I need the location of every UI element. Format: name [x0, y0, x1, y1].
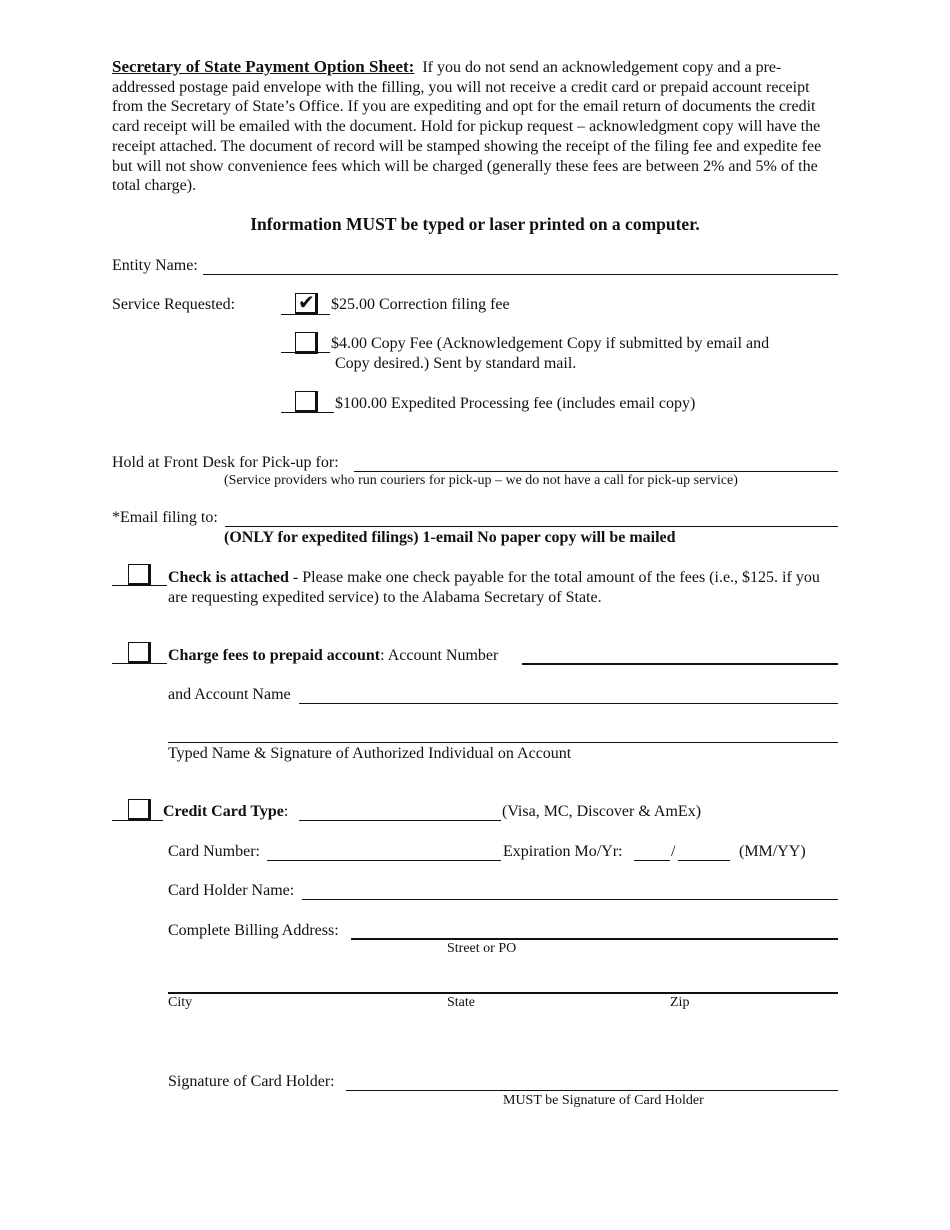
entity-name-field[interactable]: [203, 274, 838, 275]
check-attached-text: [168, 568, 840, 608]
card-holder-label: Card Holder Name:: [168, 882, 295, 899]
prepaid-account-text: [168, 647, 498, 665]
underline: [318, 352, 330, 353]
card-holder-signature-caption: MUST be Signature of Card Holder: [503, 1093, 704, 1108]
underline: [318, 412, 334, 413]
credit-card-type-bold: Credit Card Type: [163, 803, 284, 820]
account-number-field[interactable]: [522, 663, 838, 665]
expiration-year-field[interactable]: [678, 860, 730, 861]
credit-card-type-field[interactable]: [299, 820, 501, 821]
prepaid-account-number-label: : Account Number: [380, 647, 499, 664]
check-attached-checkbox[interactable]: [128, 564, 149, 584]
underline: [151, 663, 167, 664]
underline: [151, 820, 163, 821]
card-number-label: Card Number:: [168, 843, 260, 860]
copy-fee-label-continued: Copy desired.) Sent by standard mail.: [335, 355, 577, 372]
underline: [281, 352, 295, 353]
hold-field[interactable]: [354, 471, 838, 472]
copy-fee-checkbox[interactable]: [295, 332, 316, 352]
expiration-format-hint: (MM/YY): [739, 843, 806, 860]
credit-card-checkbox[interactable]: [128, 799, 149, 819]
underline: [112, 820, 128, 821]
expedited-fee-label: $100.00 Expedited Processing fee (includes email copy): [335, 395, 696, 412]
credit-card-type-label: [163, 803, 288, 821]
card-holder-signature-label: Signature of Card Holder:: [168, 1073, 335, 1090]
expiration-label: Expiration Mo/Yr:: [503, 843, 623, 860]
card-number-field[interactable]: [267, 860, 501, 861]
underline: [281, 412, 295, 413]
zip-caption: Zip: [670, 995, 690, 1010]
hold-label: Hold at Front Desk for Pick-up for:: [112, 454, 339, 471]
billing-address-label: Complete Billing Address:: [168, 922, 339, 939]
underline: [318, 314, 330, 315]
billing-city-state-zip-field[interactable]: [168, 992, 838, 994]
prepaid-account-bold: Charge fees to prepaid account: [168, 647, 381, 664]
credit-card-type-colon: :: [283, 803, 289, 820]
hold-note: (Service providers who run couriers for pick-up – we do not have a call for pick-up service): [224, 473, 738, 488]
checkmark-icon: ✔: [298, 290, 315, 314]
expiration-month-field[interactable]: [634, 860, 670, 861]
authorized-signature-field[interactable]: [168, 742, 838, 743]
credit-card-type-hint: (Visa, MC, Discover & AmEx): [502, 803, 702, 820]
email-field[interactable]: [225, 526, 838, 527]
underline: [151, 585, 167, 586]
service-requested-label: Service Requested:: [112, 296, 236, 313]
billing-street-field[interactable]: [351, 938, 838, 940]
check-attached-body: - Please make one check payable for the total amount of the fees (i.e., $125. if you are requesting expedited service) to the Alabama Secretary of State.: [168, 569, 820, 606]
card-holder-field[interactable]: [302, 899, 838, 900]
email-note: (ONLY for expedited filings) 1-email No paper copy will be mailed: [224, 529, 676, 546]
correction-fee-checkbox[interactable]: [295, 290, 316, 314]
expedited-fee-checkbox[interactable]: [295, 391, 316, 411]
email-label: *Email filing to:: [112, 509, 218, 526]
typed-notice: Information MUST be typed or laser printed on a computer.: [250, 214, 700, 234]
correction-fee-label: $25.00 Correction filing fee: [331, 296, 510, 313]
state-caption: State: [447, 995, 475, 1010]
underline: [112, 663, 128, 664]
expiration-separator: /: [671, 843, 676, 860]
billing-street-caption: Street or PO: [447, 941, 517, 956]
copy-fee-label: $4.00 Copy Fee (Acknowledgement Copy if submitted by email and: [331, 335, 770, 352]
prepaid-account-checkbox[interactable]: [128, 642, 149, 662]
card-holder-signature-field[interactable]: [346, 1090, 838, 1091]
intro-body: If you do not send an acknowledgement copy and a pre-addressed postage paid envelope with the filling, you will not receive a credit card or prepaid account receipt from the Secretary of State’s Office. If you are expediting and opt for the email return of documents the credit card receipt will be emailed with the document. Hold for pickup request – acknowledgment copy will have the receipt attached. The document of record will be stamped showing the receipt of the filing fee and expedite fee but will not show convenience fees which will be charged (generally these fees are between 2% and 5% of the total charge).: [112, 59, 822, 195]
account-name-label: and Account Name: [168, 686, 291, 703]
account-name-field[interactable]: [299, 703, 838, 704]
authorized-signature-caption: Typed Name & Signature of Authorized Individual on Account: [168, 745, 572, 762]
city-caption: City: [168, 995, 193, 1010]
underline: [112, 585, 128, 586]
intro-paragraph: [112, 57, 842, 196]
underline: [281, 314, 295, 315]
intro-title: Secretary of State Payment Option Sheet:: [112, 57, 415, 76]
check-attached-bold: Check is attached: [168, 569, 289, 586]
entity-name-label: Entity Name:: [112, 257, 198, 274]
